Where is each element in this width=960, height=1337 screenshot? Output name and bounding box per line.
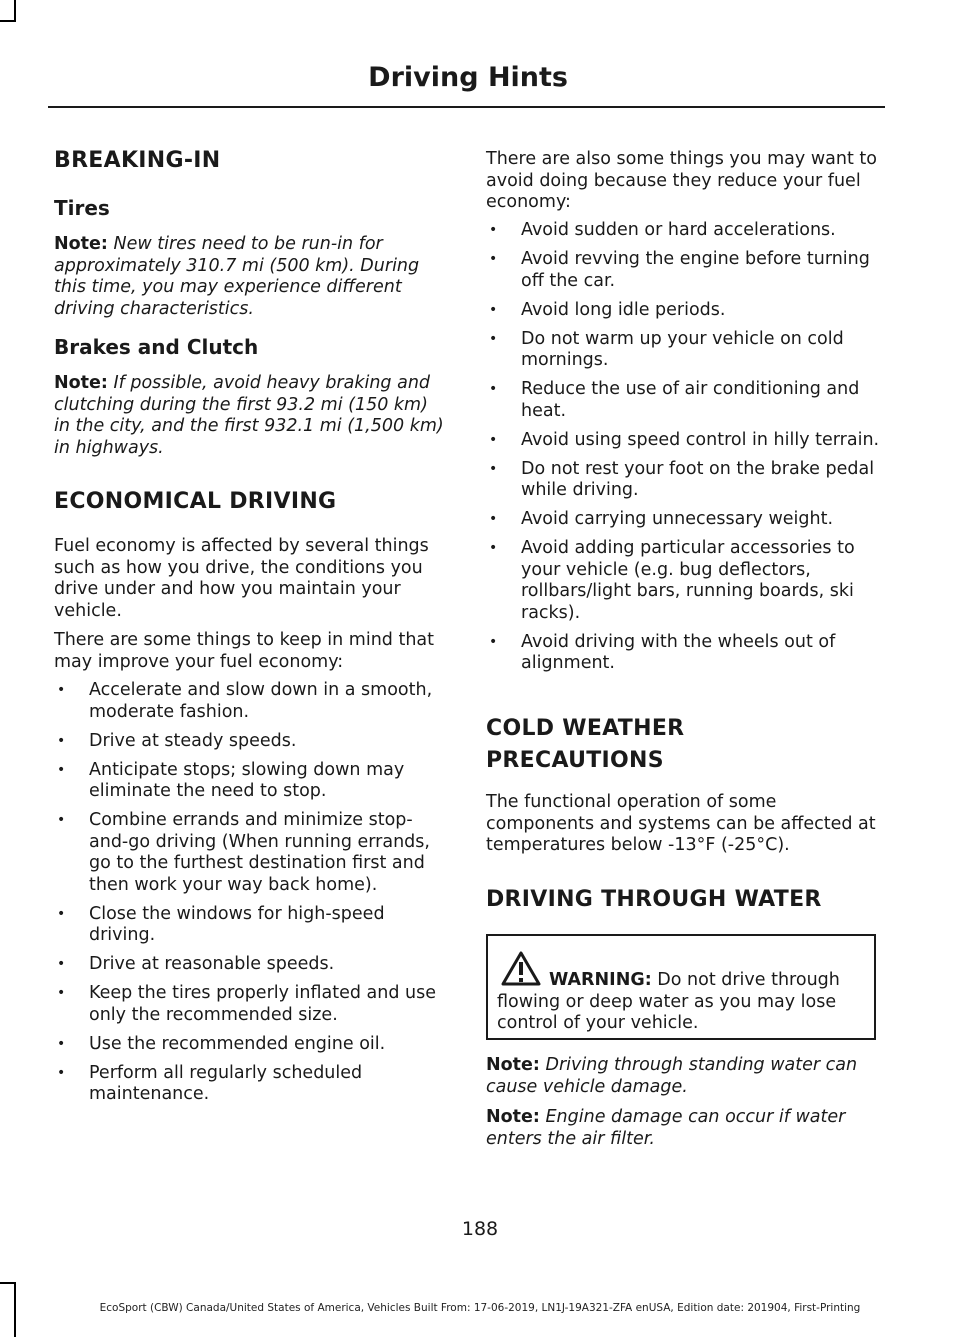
crop-mark-top-left-h: [0, 20, 16, 22]
list-item: • Avoid long idle periods.: [486, 300, 880, 322]
list-item: • Drive at steady speeds.: [54, 731, 448, 753]
water-note-2-label: Note:: [486, 1107, 540, 1127]
tires-note-label: Note:: [54, 234, 108, 254]
list-item: • Drive at reasonable speeds.: [54, 954, 448, 976]
breaking-in-heading: BREAKING-IN: [54, 148, 221, 173]
list-item: • Anticipate stops; slowing down may eliminate the need to stop.: [54, 760, 448, 803]
edition-footer: EcoSport (CBW) Canada/United States of America, Vehicles Built From: 17-06-2019, LN1J-19A321-ZFA enUSA, Edition date: 201904, First-Printing: [99, 1302, 861, 1314]
list-item: • Keep the tires properly inflated and use only the recommended size.: [54, 983, 448, 1026]
list-item: • Reduce the use of air conditioning and heat.: [486, 379, 880, 422]
economy-tips-list: [54, 680, 448, 1113]
cold-weather-heading-line-2: PRECAUTIONS: [486, 748, 664, 773]
list-item: • Avoid adding particular accessories to your vehicle (e.g. bug deflectors, rollbars/light bars, running boards, ski racks).: [486, 538, 880, 624]
avoid-list: [486, 220, 880, 682]
avoid-intro: There are also some things you may want to avoid doing because they reduce your fuel economy:: [486, 149, 877, 212]
brakes-note-text: If possible, avoid heavy braking and clutching during the first 93.2 mi (150 km) in the city, and the first 932.1 mi (1,500 km) in highways.: [54, 373, 444, 458]
water-note-1-label: Note:: [486, 1055, 540, 1075]
warning-message: Do not drive through flowing or deep water as you may lose control of your vehicle.: [497, 970, 840, 1033]
cold-weather-text: The functional operation of some components and systems can be affected at temperatures below -13°F (-25°C).: [486, 792, 876, 855]
warning-label: WARNING:: [549, 970, 652, 990]
list-item: • Do not warm up your vehicle on cold mornings.: [486, 329, 880, 372]
crop-mark-top-left-v: [14, 0, 16, 22]
brakes-clutch-heading: Brakes and Clutch: [54, 335, 259, 359]
page-header-title: Driving Hints: [368, 62, 568, 93]
crop-mark-bottom-left-h: [0, 1282, 16, 1284]
water-note-2: [486, 1107, 880, 1150]
tires-heading: Tires: [54, 196, 110, 220]
list-item: • Perform all regularly scheduled maintenance.: [54, 1063, 448, 1106]
list-item: • Avoid sudden or hard accelerations.: [486, 220, 880, 242]
tires-note: [54, 234, 448, 320]
list-item: • Close the windows for high-speed driving.: [54, 904, 448, 947]
economical-paragraph-2: There are some things to keep in mind that may improve your fuel economy:: [54, 630, 435, 672]
warning-box: [486, 934, 876, 1040]
list-item: • Avoid driving with the wheels out of alignment.: [486, 632, 880, 675]
list-item: • Avoid carrying unnecessary weight.: [486, 509, 880, 531]
tires-note-text: New tires need to be run-in for approximately 310.7 mi (500 km). During this time, you may experience different driving characteristics.: [54, 234, 420, 319]
brakes-note-label: Note:: [54, 373, 108, 393]
economical-paragraph-1: Fuel economy is affected by several things such as how you drive, the conditions you drive under and how you maintain your vehicle.: [54, 536, 429, 621]
water-note-2-text: Engine damage can occur if water enters the air filter.: [486, 1107, 846, 1149]
list-item: • Combine errands and minimize stop-and-go driving (When running errands, go to the furthest destination first and then work your way back home).: [54, 810, 448, 896]
list-item: • Accelerate and slow down in a smooth, moderate fashion.: [54, 680, 448, 723]
economical-driving-heading: ECONOMICAL DRIVING: [54, 489, 337, 514]
water-note-1-text: Driving through standing water can cause vehicle damage.: [486, 1055, 858, 1097]
water-note-1: [486, 1055, 880, 1098]
list-item: • Use the recommended engine oil.: [54, 1034, 448, 1056]
page-number: 188: [461, 1218, 499, 1240]
list-item: • Avoid using speed control in hilly terrain.: [486, 430, 880, 452]
list-item: • Avoid revving the engine before turning off the car.: [486, 249, 880, 292]
driving-through-water-heading: DRIVING THROUGH WATER: [486, 887, 822, 912]
brakes-note: [54, 373, 448, 459]
warning-text: [497, 970, 864, 1035]
header-rule: [48, 106, 885, 108]
list-item: • Do not rest your foot on the brake pedal while driving.: [486, 459, 880, 502]
cold-weather-heading-line-1: COLD WEATHER: [486, 716, 685, 741]
